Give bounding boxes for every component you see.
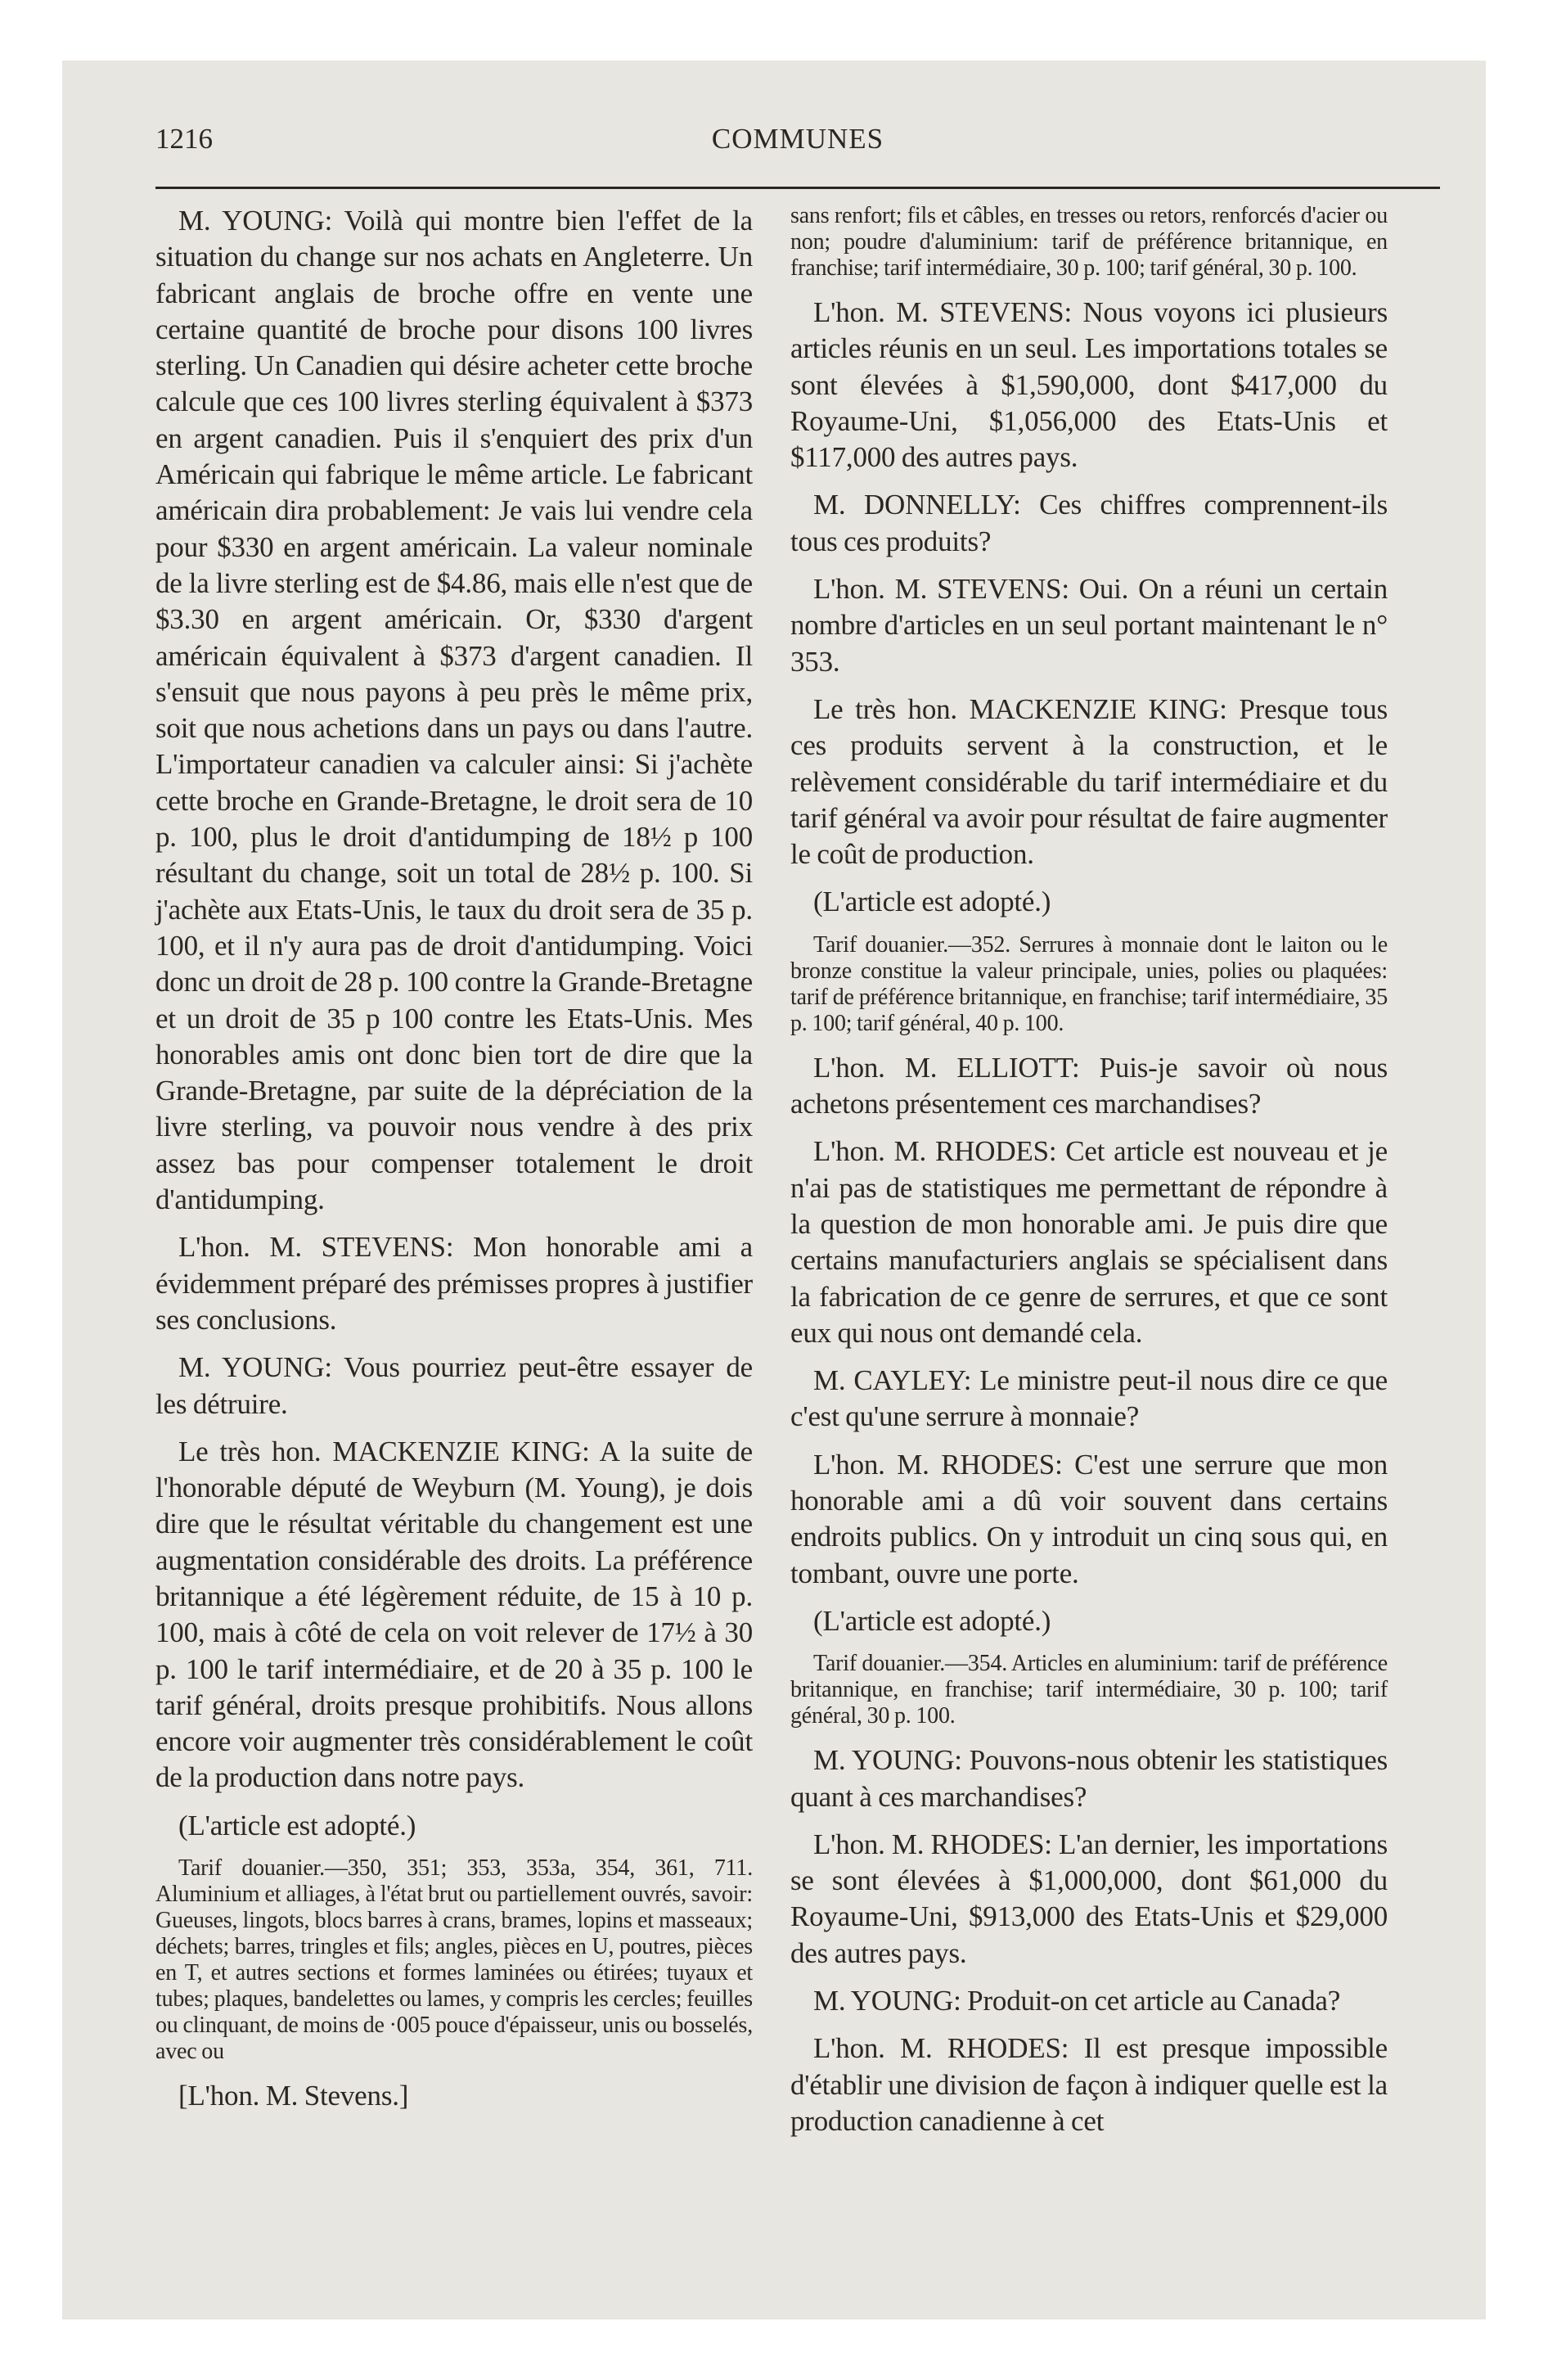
speaker-footer: [L'hon. M. Stevens.] <box>178 2080 409 2112</box>
paragraph-rhodes-new-article: L'hon. M. RHODES: Cet article est nouveau et je n'ai pas de statistiques me permettant de répondre à la question de mon honorable ami. Je puis dire que certains manufacturiers anglais se spécialisent dans la fabrication de ce genre de serrures, et que ce sont eux qui nous ont demandé cela. <box>790 1135 1388 1349</box>
article-adopted-note: (L'article est adopté.) <box>813 886 1051 918</box>
tariff-item-aluminium-articles: Tarif douanier.—354. Articles en aluminium: tarif de préférence britannique, en franchise; tarif intermédiaire, 30 p. 100; tarif général, 30 p. 100. <box>790 1651 1388 1729</box>
paragraph-cayley-question: M. CAYLEY: Le ministre peut-il nous dire ce que c'est qu'une serrure à monnaie? <box>790 1364 1388 1433</box>
paragraph-stevens-yes: L'hon. M. STEVENS: Oui. On a réuni un certain nombre d'articles en un seul portant maintenant le n° 353. <box>790 573 1388 678</box>
page-header <box>155 123 1440 172</box>
paragraph-young-destroy: M. YOUNG: Vous pourriez peut-être essayer de les détruire. <box>155 1351 753 1420</box>
left-column <box>155 203 753 2125</box>
article-adopted-note: (L'article est adopté.) <box>813 1604 1051 1637</box>
header-rule <box>155 187 1440 189</box>
running-head: COMMUNES <box>711 123 884 155</box>
tariff-item-aluminium: Tarif douanier.—350, 351; 353, 353a, 354, 361, 711. Aluminium et alliages, à l'état brut ou partiellement ouvrés, savoir: Gueuses, lingots, blocs barres à crans, brames, lopins et masseaux; déchets; barres, tringles et fils; angles, pièces en U, poutres, pièces en T, et autres sections et formes laminées ou étirées; tuyaux et tubes; plaques, bandelettes ou lames, y compris les cercles; feuilles ou clinquant, de moins de ·005 pouce d'épaisseur, unis ou bosselés, avec ou <box>155 1855 753 2065</box>
paragraph-young-statistics: M. YOUNG: Pouvons-nous obtenir les statistiques quant à ces marchandises? <box>790 1744 1388 1813</box>
paragraph-elliott-question: L'hon. M. ELLIOTT: Puis-je savoir où nous achetons présentement ces marchandises? <box>790 1051 1388 1120</box>
paragraph-rhodes-coin-lock: L'hon. M. RHODES: C'est une serrure que mon honorable ami a dû voir souvent dans certains endroits publics. On y introduit un cinq sous qui, en tombant, ouvre une porte. <box>790 1448 1388 1589</box>
paragraph-king-duties: Le très hon. MACKENZIE KING: A la suite de l'honorable député de Weyburn (M. Young), je dois dire que le résultat véritable du changement est une augmentation considérable des droits. La préférence britannique a été légèrement réduite, de 15 à 10 p. 100, mais à côté de cela on voit relever de 17½ à 30 p. 100 le tarif intermédiaire, et de 20 à 35 p. 100 le tarif général, droits presque prohibitifs. Nous allons encore voir augmenter très considérablement le coût de la production dans notre pays. <box>155 1435 753 1794</box>
paragraph-rhodes-production: L'hon. M. RHODES: Il est presque impossible d'établir une division de façon à indiquer quelle est la production canadienne à cet <box>790 2032 1388 2137</box>
paragraph-young-canada: M. YOUNG: Produit-on cet article au Canada? <box>813 1984 1341 2017</box>
paragraph-rhodes-imports: L'hon. M. RHODES: L'an dernier, les importations se sont élevées à $1,000,000, dont $61,000 du Royaume-Uni, $913,000 des Etats-Unis et $29,000 des autres pays. <box>790 1828 1388 1969</box>
tariff-item-continuation: sans renfort; fils et câbles, en tresses ou retors, renforcés d'acier ou non; poudre d'aluminium: tarif de préférence britannique, en franchise; tarif intermédiaire, 30 p. 100; tarif général, 30 p. 100. <box>790 203 1388 281</box>
paragraph-young-change: M. YOUNG: Voilà qui montre bien l'effet de la situation du change sur nos achats en Angleterre. Un fabricant anglais de broche offre en vente une certaine quantité de broche pour disons 100 livres sterling. Un Canadien qui désire acheter cette broche calcule que ces 100 livres sterling équivalent à $373 en argent canadien. Puis il s'enquiert des prix d'un Américain qui fabrique le même article. Le fabricant américain dira probablement: Je vais lui vendre cela pour $330 en argent américain. La valeur nominale de la livre sterling est de $4.86, mais elle n'est que de $3.30 en argent américain. Or, $330 d'argent américain équivalent à $373 d'argent canadien. Il s'ensuit que nous payons à peu près le même prix, soit que nous achetions dans un pays ou dans l'autre. L'importateur canadien va calculer ainsi: Si j'achète cette broche en Grande-Bretagne, le droit sera de 10 p. 100, plus le droit d'antidumping de 18½ p 100 résultant du change, soit un total de 28½ p. 100. Si j'achète aux Etats-Unis, le taux du droit sera de 35 p. 100, et il n'y aura pas de droit d'antidumping. Voici donc un droit de 28 p. 100 contre la Grande-Bretagne et un droit de 35 p 100 contre les Etats-Unis. Mes honorables amis ont donc bien tort de dire que la Grande-Bretagne, par suite de la dépréciation de la livre sterling, va pouvoir nous vendre à des prix assez bas pour compenser totalement le droit d'antidumping. <box>155 205 753 1216</box>
paragraph-stevens-imports: L'hon. M. STEVENS: Nous voyons ici plusieurs articles réunis en un seul. Les importations totales se sont élevées à $1,590,000, dont $417,000 du Royaume-Uni, $1,056,000 des Etats-Unis et $117,000 des autres pays. <box>790 296 1388 474</box>
paragraph-donnelly-question: M. DONNELLY: Ces chiffres comprennent-ils tous ces produits? <box>790 489 1388 557</box>
article-adopted-note: (L'article est adopté.) <box>178 1809 416 1841</box>
right-column <box>790 203 1388 2151</box>
paragraph-stevens-premises: L'hon. M. STEVENS: Mon honorable ami a évidemment préparé des prémisses propres à justifier ses conclusions. <box>155 1231 753 1336</box>
tariff-item-coin-locks: Tarif douanier.—352. Serrures à monnaie dont le laiton ou le bronze constitue la valeur principale, unies, polies ou plaquées: tarif de préférence britannique, en franchise; tarif intermédiaire, 35 p. 100; tarif général, 40 p. 100. <box>790 931 1388 1036</box>
page-number: 1216 <box>155 123 213 155</box>
paragraph-king-construction: Le très hon. MACKENZIE KING: Presque tous ces produits servent à la construction, et le relèvement considérable du tarif intermédiaire et du tarif général va avoir pour résultat de faire augmenter le coût de production. <box>790 692 1388 871</box>
